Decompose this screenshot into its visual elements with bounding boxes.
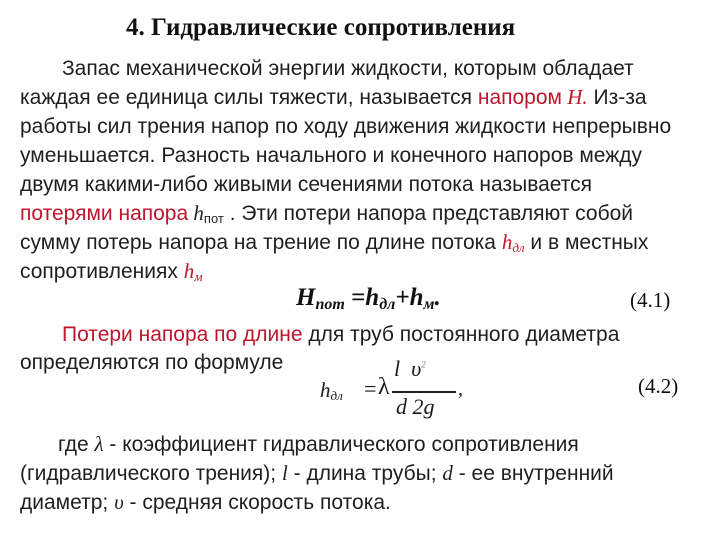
equation-number-4-2: (4.2) (638, 374, 679, 398)
text: Запас механической энергии жидкости, которым обладает (62, 57, 634, 80)
symbol: H (296, 284, 316, 311)
equals-sign: = (364, 376, 377, 401)
text: работы сил трения напор по ходу движения жидкости непрерывно (20, 115, 672, 138)
para1-line2 (20, 83, 647, 112)
subscript: дл (330, 388, 343, 403)
text: где (58, 433, 95, 456)
para3-line3 (20, 488, 391, 517)
symbol: . (434, 284, 441, 311)
text: - длина трубы; (287, 462, 443, 485)
formula-4-2 (320, 356, 470, 426)
term-length-losses: Потери напора по длине (62, 323, 303, 346)
subscript: пот (315, 296, 345, 313)
symbol-l: l (394, 356, 401, 381)
text: (гидравлического трения); (20, 462, 282, 485)
text: . Эти потери напора представляют собой (223, 202, 634, 225)
para2-line1 (62, 320, 619, 349)
formula-lhs (320, 378, 343, 404)
text: для труб постоянного диаметра (302, 323, 620, 346)
para1-line8 (20, 257, 202, 291)
symbol-v: υ (411, 356, 422, 381)
symbol: +h (395, 284, 424, 311)
symbol-d: d (442, 461, 453, 485)
text: сумму потерь напора на трение по длине потока (20, 231, 502, 254)
para3-line1 (58, 430, 579, 459)
fraction-bar (392, 391, 456, 393)
text: двумя какими-либо живыми сечениями потока называется (20, 173, 593, 196)
text: - коэффициент гидравлического сопротивления (103, 433, 579, 456)
para1-line4 (20, 141, 642, 170)
symbol: =h (344, 284, 380, 311)
fraction-denominator: d 2g (396, 394, 435, 419)
symbol-h: h (501, 230, 513, 254)
text: сопротивлениях (20, 260, 184, 283)
term-head-losses: потерями напора (20, 202, 189, 225)
lambda-symbol: λ (94, 432, 104, 456)
symbol-l: l (281, 461, 288, 485)
text: диаметр; (20, 491, 115, 514)
text: Из-за (587, 86, 647, 109)
exponent: 2 (421, 359, 426, 370)
text: - средняя скорость потока. (123, 491, 391, 514)
subscript: дл (512, 240, 525, 255)
para3-line2 (20, 459, 614, 488)
comma: , (458, 378, 463, 400)
lambda-symbol: λ (378, 374, 390, 400)
para1-line3 (20, 112, 671, 141)
equation-number-4-1: (4.1) (630, 288, 671, 312)
subscript: дл (379, 296, 396, 313)
text: определяются по формуле (20, 351, 284, 374)
term-napor: напором (477, 86, 562, 109)
symbol-h: h (183, 259, 195, 283)
fraction-numerator (394, 356, 426, 382)
text: и в местных (524, 231, 649, 254)
text: - ее внутренний (452, 462, 614, 485)
symbol-h: h (188, 201, 204, 225)
slide-title: 4. Гидравлические сопротивления (126, 14, 516, 41)
text: уменьшается. Разность начального и конечного напоров между (20, 144, 643, 167)
para1-line5 (20, 170, 592, 199)
subscript: м (423, 296, 435, 313)
symbol-H: H. (561, 85, 588, 109)
para2-line2 (20, 348, 283, 377)
text: каждая ее единица силы тяжести, называется (20, 86, 478, 109)
symbol-h: h (320, 378, 331, 402)
symbol-v: υ (114, 490, 124, 514)
subscript: пот (203, 211, 224, 226)
formula-4-1 (296, 284, 441, 314)
para1-line1 (62, 54, 634, 83)
subscript: м (194, 269, 203, 284)
